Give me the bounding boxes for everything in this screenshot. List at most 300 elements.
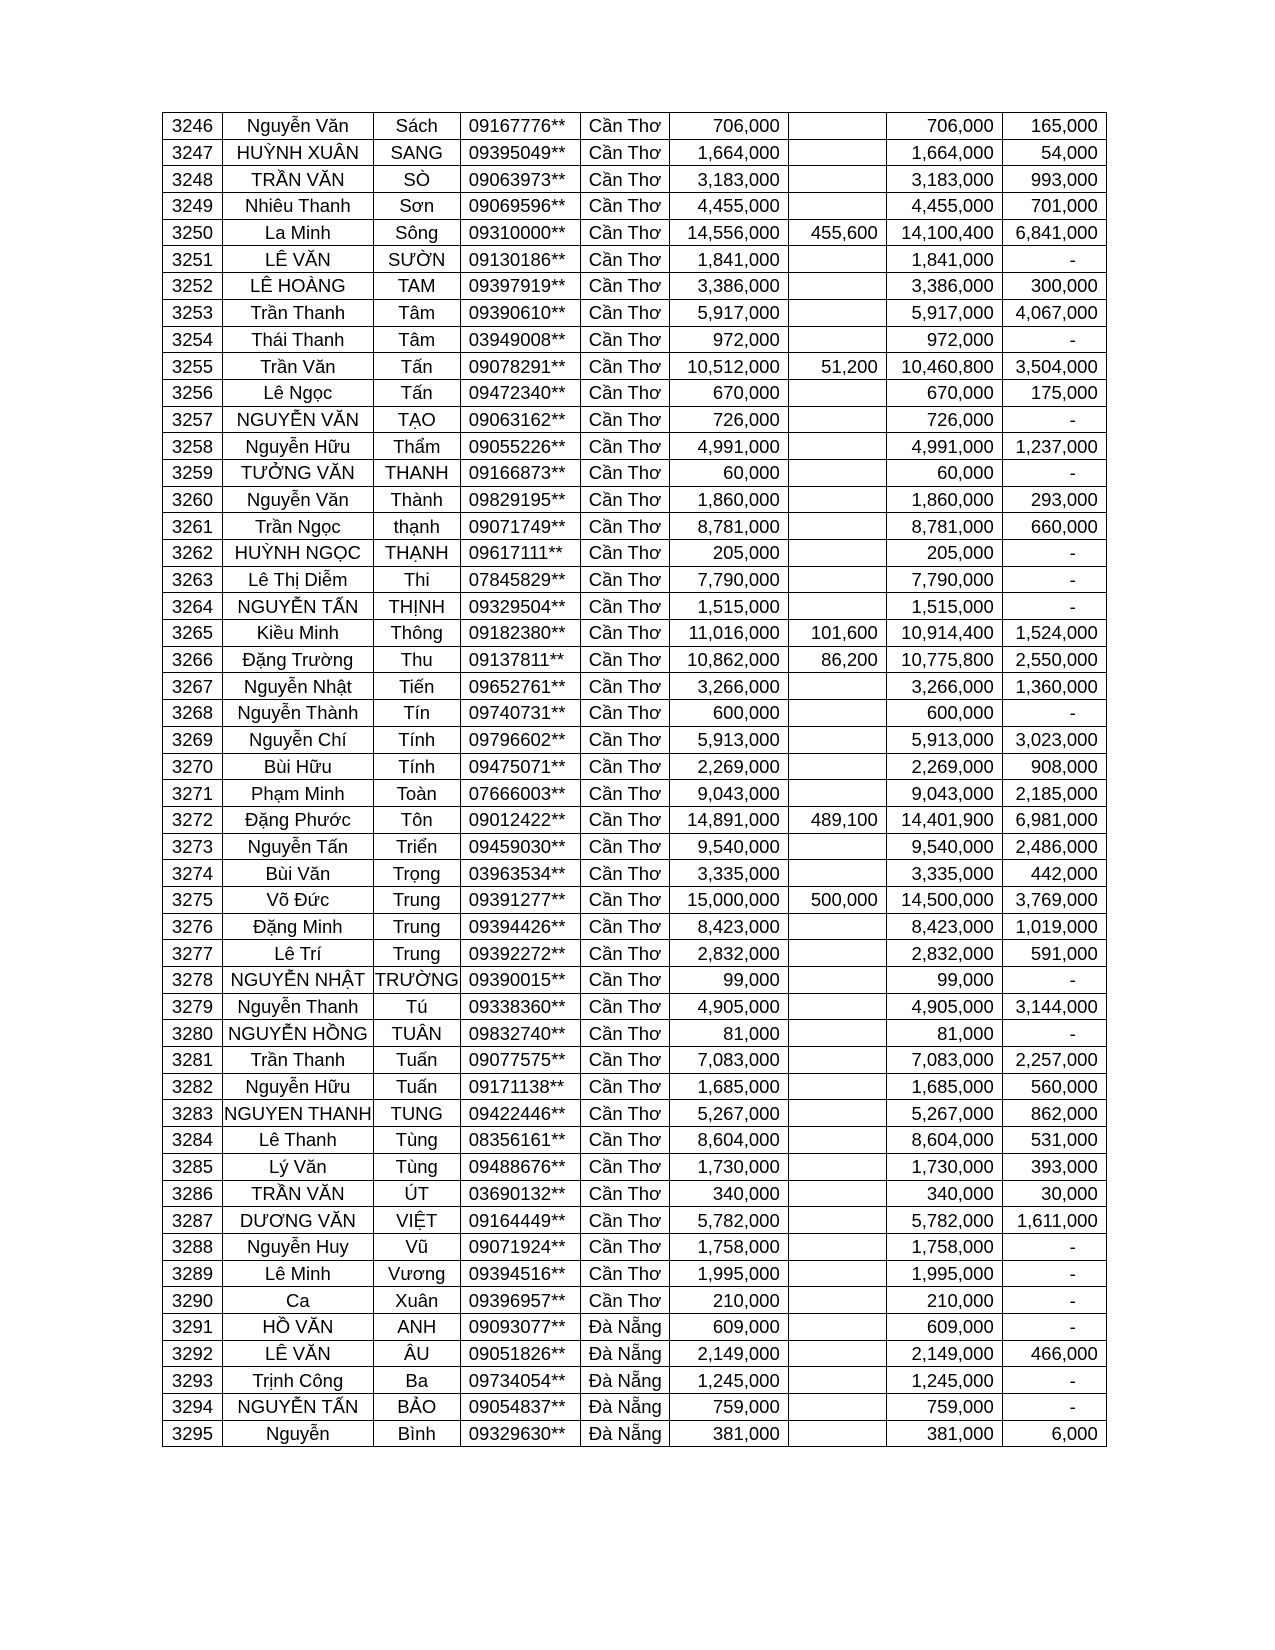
deduction-cell [788,566,886,593]
given-name-cell: SƯỜN [373,246,460,273]
surname-cell: NGUYỄN VĂN [223,406,374,433]
deduction-cell [788,673,886,700]
table-row [163,1260,1107,1287]
row-number: 3269 [163,726,223,753]
net-amount-cell: 706,000 [886,113,1002,140]
table-row [163,673,1107,700]
net-amount-cell: 1,730,000 [886,1153,1002,1180]
province-cell: Cần Thơ [580,1260,669,1287]
table-row [163,513,1107,540]
amount-cell: 1,758,000 [669,1233,788,1260]
phone-cell: 09012422** [460,806,580,833]
last-amount-cell: 3,504,000 [1002,353,1106,380]
net-amount-cell: 205,000 [886,540,1002,567]
table-row [163,326,1107,353]
table-row [163,940,1107,967]
row-number: 3252 [163,273,223,300]
amount-cell: 1,730,000 [669,1153,788,1180]
amount-cell: 609,000 [669,1313,788,1340]
deduction-cell: 489,100 [788,806,886,833]
deduction-cell: 500,000 [788,886,886,913]
net-amount-cell: 2,149,000 [886,1340,1002,1367]
surname-cell: Phạm Minh [223,780,374,807]
amount-cell: 706,000 [669,113,788,140]
amount-cell: 5,917,000 [669,299,788,326]
deduction-cell [788,326,886,353]
net-amount-cell: 1,515,000 [886,593,1002,620]
last-amount-cell: - [1002,1313,1106,1340]
last-amount-cell: - [1002,593,1106,620]
last-amount-cell: - [1002,700,1106,727]
deduction-cell [788,593,886,620]
row-number: 3295 [163,1420,223,1447]
phone-cell: 09390610** [460,299,580,326]
last-amount-cell: 3,769,000 [1002,886,1106,913]
amount-cell: 10,512,000 [669,353,788,380]
row-number: 3285 [163,1153,223,1180]
amount-cell: 14,556,000 [669,219,788,246]
row-number: 3250 [163,219,223,246]
phone-cell: 07845829** [460,566,580,593]
row-number: 3265 [163,620,223,647]
table-row [163,1047,1107,1074]
province-cell: Cần Thơ [580,886,669,913]
surname-cell: TRẦN VĂN [223,166,374,193]
deduction-cell [788,726,886,753]
deduction-cell [788,433,886,460]
net-amount-cell: 5,782,000 [886,1207,1002,1234]
surname-cell: Trịnh Công [223,1367,374,1394]
net-amount-cell: 2,269,000 [886,753,1002,780]
row-number: 3267 [163,673,223,700]
deduction-cell [788,1153,886,1180]
phone-cell: 09475071** [460,753,580,780]
amount-cell: 1,860,000 [669,486,788,513]
row-number: 3273 [163,833,223,860]
phone-cell: 09093077** [460,1313,580,1340]
net-amount-cell: 381,000 [886,1420,1002,1447]
given-name-cell: ÚT [373,1180,460,1207]
given-name-cell: Tú [373,993,460,1020]
last-amount-cell: 175,000 [1002,379,1106,406]
phone-cell: 09071749** [460,513,580,540]
province-cell: Cần Thơ [580,273,669,300]
given-name-cell: Tấn [373,353,460,380]
row-number: 3286 [163,1180,223,1207]
table-row [163,459,1107,486]
deduction-cell [788,860,886,887]
given-name-cell: Tấn [373,379,460,406]
deduction-cell [788,486,886,513]
row-number: 3251 [163,246,223,273]
deduction-cell [788,993,886,1020]
phone-cell: 09054837** [460,1394,580,1421]
last-amount-cell: 1,237,000 [1002,433,1106,460]
deduction-cell [788,193,886,220]
last-amount-cell: 2,185,000 [1002,780,1106,807]
net-amount-cell: 1,758,000 [886,1233,1002,1260]
row-number: 3277 [163,940,223,967]
row-number: 3282 [163,1073,223,1100]
last-amount-cell: 1,524,000 [1002,620,1106,647]
province-cell: Cần Thơ [580,1073,669,1100]
surname-cell: Đặng Phước [223,806,374,833]
given-name-cell: Triển [373,833,460,860]
phone-cell: 09077575** [460,1047,580,1074]
province-cell: Cần Thơ [580,593,669,620]
deduction-cell: 86,200 [788,646,886,673]
province-cell: Cần Thơ [580,1287,669,1314]
province-cell: Cần Thơ [580,299,669,326]
deduction-cell [788,1313,886,1340]
amount-cell: 600,000 [669,700,788,727]
given-name-cell: SANG [373,139,460,166]
net-amount-cell: 670,000 [886,379,1002,406]
net-amount-cell: 726,000 [886,406,1002,433]
net-amount-cell: 759,000 [886,1394,1002,1421]
table-row [163,860,1107,887]
given-name-cell: Thẩm [373,433,460,460]
table-row [163,299,1107,326]
table-row [163,246,1107,273]
surname-cell: NGUYỄN TẤN [223,1394,374,1421]
province-cell: Cần Thơ [580,219,669,246]
deduction-cell [788,1020,886,1047]
province-cell: Cần Thơ [580,806,669,833]
phone-cell: 09055226** [460,433,580,460]
phone-cell: 09740731** [460,700,580,727]
surname-cell: Nguyễn Văn [223,486,374,513]
table-row [163,780,1107,807]
table-row [163,1233,1107,1260]
given-name-cell: Trung [373,913,460,940]
given-name-cell: VIỆT [373,1207,460,1234]
surname-cell: LÊ VĂN [223,246,374,273]
table-row [163,726,1107,753]
net-amount-cell: 5,267,000 [886,1100,1002,1127]
amount-cell: 2,269,000 [669,753,788,780]
given-name-cell: Thành [373,486,460,513]
row-number: 3257 [163,406,223,433]
last-amount-cell: - [1002,967,1106,994]
last-amount-cell: 2,486,000 [1002,833,1106,860]
deduction-cell [788,166,886,193]
row-number: 3293 [163,1367,223,1394]
province-cell: Cần Thơ [580,860,669,887]
given-name-cell: Trọng [373,860,460,887]
phone-cell: 09832740** [460,1020,580,1047]
amount-cell: 3,183,000 [669,166,788,193]
province-cell: Đà Nẵng [580,1313,669,1340]
surname-cell: DƯƠNG VĂN [223,1207,374,1234]
province-cell: Cần Thơ [580,139,669,166]
surname-cell: Nguyễn Huy [223,1233,374,1260]
amount-cell: 205,000 [669,540,788,567]
phone-cell: 09394516** [460,1260,580,1287]
table-body [163,113,1107,1447]
surname-cell: Nguyễn Chí [223,726,374,753]
last-amount-cell: 908,000 [1002,753,1106,780]
deduction-cell [788,940,886,967]
last-amount-cell: 3,144,000 [1002,993,1106,1020]
last-amount-cell: 6,981,000 [1002,806,1106,833]
row-number: 3266 [163,646,223,673]
given-name-cell: Trung [373,886,460,913]
phone-cell: 09488676** [460,1153,580,1180]
row-number: 3274 [163,860,223,887]
deduction-cell: 101,600 [788,620,886,647]
province-cell: Cần Thơ [580,113,669,140]
row-number: 3283 [163,1100,223,1127]
given-name-cell: TUNG [373,1100,460,1127]
table-row [163,1287,1107,1314]
province-cell: Cần Thơ [580,1127,669,1154]
deduction-cell [788,1394,886,1421]
surname-cell: Nguyễn Thành [223,700,374,727]
given-name-cell: Tùng [373,1153,460,1180]
phone-cell: 09391277** [460,886,580,913]
table-row [163,620,1107,647]
phone-cell: 09130186** [460,246,580,273]
phone-cell: 09396957** [460,1287,580,1314]
row-number: 3279 [163,993,223,1020]
given-name-cell: Vũ [373,1233,460,1260]
province-cell: Cần Thơ [580,459,669,486]
surname-cell: Nguyễn Nhật [223,673,374,700]
net-amount-cell: 4,991,000 [886,433,1002,460]
province-cell: Cần Thơ [580,1020,669,1047]
surname-cell: NGUYỄN HỒNG [223,1020,374,1047]
last-amount-cell: 1,611,000 [1002,1207,1106,1234]
table-row [163,379,1107,406]
row-number: 3253 [163,299,223,326]
given-name-cell: TẠO [373,406,460,433]
row-number: 3270 [163,753,223,780]
table-row [163,967,1107,994]
deduction-cell [788,1367,886,1394]
surname-cell: Bùi Hữu [223,753,374,780]
amount-cell: 8,423,000 [669,913,788,940]
net-amount-cell: 9,043,000 [886,780,1002,807]
given-name-cell: SÒ [373,166,460,193]
surname-cell: Ca [223,1287,374,1314]
province-cell: Cần Thơ [580,166,669,193]
net-amount-cell: 7,790,000 [886,566,1002,593]
row-number: 3288 [163,1233,223,1260]
row-number: 3261 [163,513,223,540]
surname-cell: Lê Trí [223,940,374,967]
row-number: 3268 [163,700,223,727]
province-cell: Cần Thơ [580,967,669,994]
amount-cell: 4,905,000 [669,993,788,1020]
phone-cell: 09171138** [460,1073,580,1100]
phone-cell: 09310000** [460,219,580,246]
phone-cell: 09164449** [460,1207,580,1234]
province-cell: Cần Thơ [580,673,669,700]
deduction-cell [788,753,886,780]
given-name-cell: Sông [373,219,460,246]
amount-cell: 7,790,000 [669,566,788,593]
province-cell: Cần Thơ [580,620,669,647]
amount-cell: 1,245,000 [669,1367,788,1394]
phone-cell: 09617111** [460,540,580,567]
surname-cell: Nguyễn Hữu [223,1073,374,1100]
last-amount-cell: 701,000 [1002,193,1106,220]
last-amount-cell: - [1002,1367,1106,1394]
last-amount-cell: 993,000 [1002,166,1106,193]
table-row [163,753,1107,780]
last-amount-cell: 442,000 [1002,860,1106,887]
surname-cell: Nguyễn Văn [223,113,374,140]
province-cell: Đà Nẵng [580,1340,669,1367]
province-cell: Cần Thơ [580,646,669,673]
amount-cell: 5,267,000 [669,1100,788,1127]
surname-cell: NGUYỄN TẤN [223,593,374,620]
province-cell: Cần Thơ [580,1207,669,1234]
net-amount-cell: 10,775,800 [886,646,1002,673]
row-number: 3291 [163,1313,223,1340]
last-amount-cell: 165,000 [1002,113,1106,140]
phone-cell: 07666003** [460,780,580,807]
table-row [163,540,1107,567]
surname-cell: Trần Văn [223,353,374,380]
given-name-cell: Trung [373,940,460,967]
amount-cell: 1,841,000 [669,246,788,273]
row-number: 3271 [163,780,223,807]
given-name-cell: Thông [373,620,460,647]
amount-cell: 1,515,000 [669,593,788,620]
given-name-cell: Ba [373,1367,460,1394]
net-amount-cell: 3,335,000 [886,860,1002,887]
province-cell: Đà Nẵng [580,1420,669,1447]
net-amount-cell: 10,914,400 [886,620,1002,647]
deduction-cell [788,113,886,140]
given-name-cell: Tính [373,753,460,780]
amount-cell: 340,000 [669,1180,788,1207]
phone-cell: 03949008** [460,326,580,353]
net-amount-cell: 1,664,000 [886,139,1002,166]
row-number: 3292 [163,1340,223,1367]
phone-cell: 03690132** [460,1180,580,1207]
deduction-cell [788,1340,886,1367]
deduction-cell [788,913,886,940]
deduction-cell [788,139,886,166]
last-amount-cell: - [1002,406,1106,433]
phone-cell: 09329630** [460,1420,580,1447]
deduction-cell [788,459,886,486]
province-cell: Cần Thơ [580,1233,669,1260]
surname-cell: Lý Văn [223,1153,374,1180]
deduction-cell [788,299,886,326]
last-amount-cell: - [1002,1020,1106,1047]
amount-cell: 726,000 [669,406,788,433]
amount-cell: 8,604,000 [669,1127,788,1154]
row-number: 3258 [163,433,223,460]
surname-cell: TƯỞNG VĂN [223,459,374,486]
given-name-cell: Xuân [373,1287,460,1314]
row-number: 3255 [163,353,223,380]
last-amount-cell: 2,257,000 [1002,1047,1106,1074]
given-name-cell: ANH [373,1313,460,1340]
table-row [163,1100,1107,1127]
province-cell: Cần Thơ [580,753,669,780]
table-row [163,1073,1107,1100]
surname-cell: Đặng Minh [223,913,374,940]
surname-cell: HỒ VĂN [223,1313,374,1340]
net-amount-cell: 9,540,000 [886,833,1002,860]
phone-cell: 09182380** [460,620,580,647]
row-number: 3260 [163,486,223,513]
table-row [163,1340,1107,1367]
surname-cell: Thái Thanh [223,326,374,353]
amount-cell: 2,832,000 [669,940,788,967]
province-cell: Cần Thơ [580,540,669,567]
amount-cell: 4,455,000 [669,193,788,220]
surname-cell: NGUYỄN NHẬT [223,967,374,994]
table-row [163,273,1107,300]
phone-cell: 09329504** [460,593,580,620]
table-row [163,219,1107,246]
given-name-cell: Tuấn [373,1073,460,1100]
surname-cell: Nguyễn Tấn [223,833,374,860]
row-number: 3246 [163,113,223,140]
province-cell: Cần Thơ [580,193,669,220]
given-name-cell: Tín [373,700,460,727]
amount-cell: 3,335,000 [669,860,788,887]
net-amount-cell: 14,500,000 [886,886,1002,913]
deduction-cell [788,1260,886,1287]
deduction-cell [788,1180,886,1207]
surname-cell: HUỲNH XUÂN [223,139,374,166]
amount-cell: 759,000 [669,1394,788,1421]
amount-cell: 1,685,000 [669,1073,788,1100]
given-name-cell: Toàn [373,780,460,807]
province-cell: Cần Thơ [580,940,669,967]
net-amount-cell: 4,905,000 [886,993,1002,1020]
amount-cell: 670,000 [669,379,788,406]
phone-cell: 09796602** [460,726,580,753]
row-number: 3276 [163,913,223,940]
surname-cell: La Minh [223,219,374,246]
deduction-cell [788,700,886,727]
table-row [163,1420,1107,1447]
given-name-cell: TRƯỜNG [373,967,460,994]
row-number: 3254 [163,326,223,353]
amount-cell: 2,149,000 [669,1340,788,1367]
amount-cell: 7,083,000 [669,1047,788,1074]
last-amount-cell: - [1002,459,1106,486]
deduction-cell [788,513,886,540]
net-amount-cell: 210,000 [886,1287,1002,1314]
phone-cell: 09063162** [460,406,580,433]
table-row [163,139,1107,166]
phone-cell: 09069596** [460,193,580,220]
amount-cell: 9,540,000 [669,833,788,860]
deduction-cell [788,1047,886,1074]
province-cell: Cần Thơ [580,379,669,406]
surname-cell: Nhiêu Thanh [223,193,374,220]
surname-cell: Đặng Trường [223,646,374,673]
phone-cell: 09394426** [460,913,580,940]
amount-cell: 81,000 [669,1020,788,1047]
amount-cell: 210,000 [669,1287,788,1314]
amount-cell: 3,386,000 [669,273,788,300]
net-amount-cell: 10,460,800 [886,353,1002,380]
deduction-cell [788,833,886,860]
given-name-cell: TUÂN [373,1020,460,1047]
surname-cell: Trần Ngọc [223,513,374,540]
table-row [163,700,1107,727]
